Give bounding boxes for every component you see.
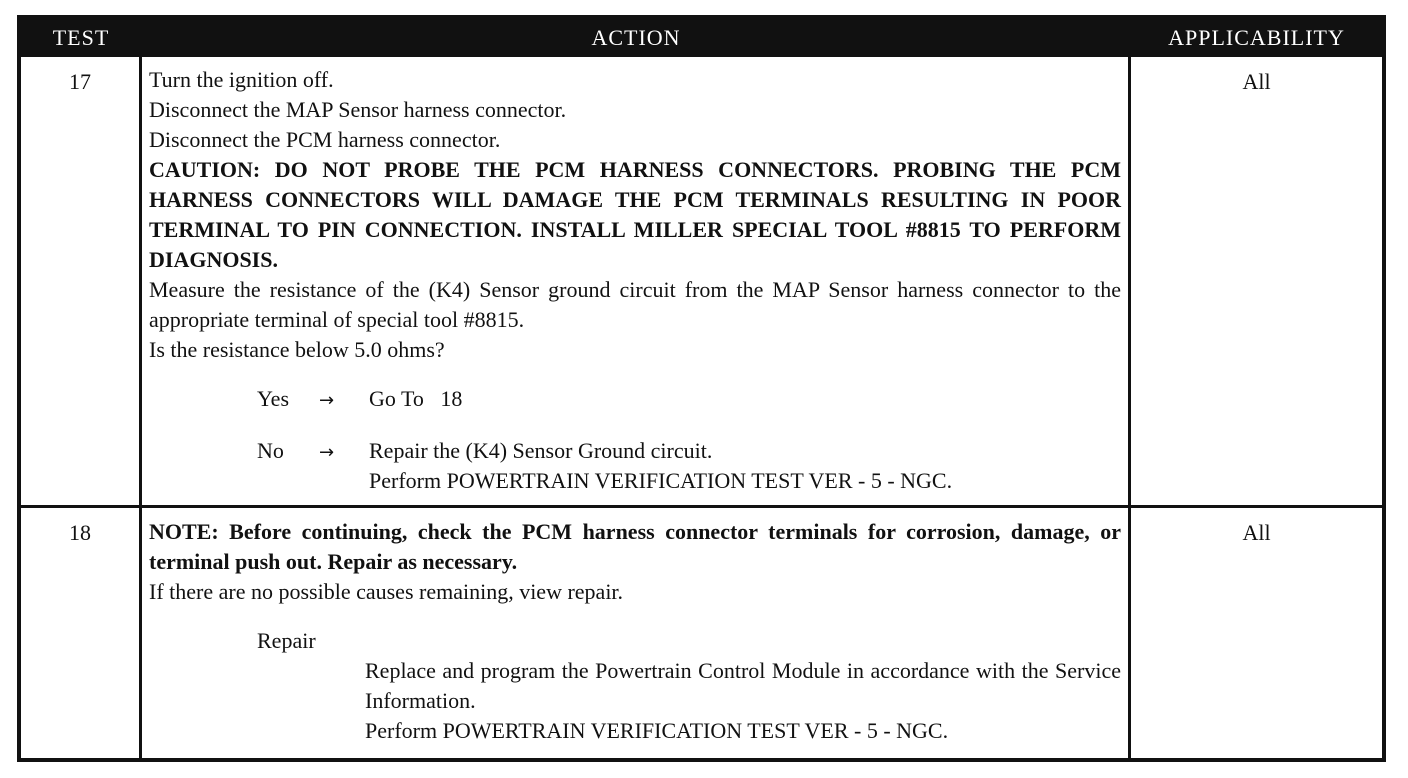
step-line: If there are no possible causes remaining, view repair. bbox=[149, 579, 624, 604]
arrow-icon: → bbox=[319, 442, 335, 463]
diagnostic-table bbox=[17, 15, 1386, 762]
branch-text bbox=[369, 436, 952, 496]
column-divider bbox=[1128, 57, 1131, 758]
action-cell-18 bbox=[149, 517, 1121, 746]
action-cell-17 bbox=[149, 65, 1121, 496]
question-text: Is the resistance below 5.0 ohms? bbox=[149, 337, 445, 362]
header-action: ACTION bbox=[591, 25, 681, 50]
arrow-icon: → bbox=[319, 390, 335, 411]
measure-text: Measure the resistance of the (K4) Sensor ground circuit from the MAP Sensor harness connector to the appropriate terminal of special tool #8815. bbox=[149, 277, 1121, 332]
applicability-18: All bbox=[1242, 520, 1271, 545]
test-number-18: 18 bbox=[69, 520, 91, 545]
branch-text: Go To 18 bbox=[369, 386, 463, 411]
step-line: Disconnect the MAP Sensor harness connector. bbox=[149, 97, 567, 122]
column-divider bbox=[139, 57, 142, 758]
repair-label: Repair bbox=[257, 628, 316, 653]
caution-text: CAUTION: DO NOT PROBE THE PCM HARNESS CONNECTORS. PROBING THE PCM HARNESS CONNECTORS WILL DAMAGE THE PCM TERMINALS RESULTING IN POOR TERMINAL TO PIN CONNECTION. INSTALL MILLER SPECIAL TOOL #8815 TO PERFORM DIAGNOSIS. bbox=[149, 157, 1121, 272]
repair-block bbox=[365, 656, 1121, 746]
no-text-line: Repair the (K4) Sensor Ground circuit. bbox=[369, 438, 713, 463]
repair-text: Replace and program the Powertrain Control Module in accordance with the Service Information. bbox=[365, 658, 1121, 713]
step-line: Disconnect the PCM harness connector. bbox=[149, 127, 501, 152]
branch-label: No bbox=[257, 438, 284, 463]
table-header bbox=[21, 19, 1382, 57]
step-line: Turn the ignition off. bbox=[149, 67, 334, 92]
branch-yes bbox=[257, 384, 1121, 416]
branch-label: Yes bbox=[257, 386, 290, 411]
header-applicability: APPLICABILITY bbox=[1168, 25, 1345, 50]
note-text: NOTE: Before continuing, check the PCM harness connector terminals for corrosion, damage, or terminal push out. Repair as necessary. bbox=[149, 519, 1121, 574]
applicability-17: All bbox=[1242, 69, 1271, 94]
no-text-line: Perform POWERTRAIN VERIFICATION TEST VER - 5 - NGC. bbox=[369, 468, 953, 493]
test-number-17: 17 bbox=[69, 69, 91, 94]
header-test: TEST bbox=[52, 25, 110, 50]
branch-no bbox=[257, 436, 1121, 496]
repair-text: Perform POWERTRAIN VERIFICATION TEST VER - 5 - NGC. bbox=[365, 718, 949, 743]
row-divider bbox=[21, 505, 1382, 508]
